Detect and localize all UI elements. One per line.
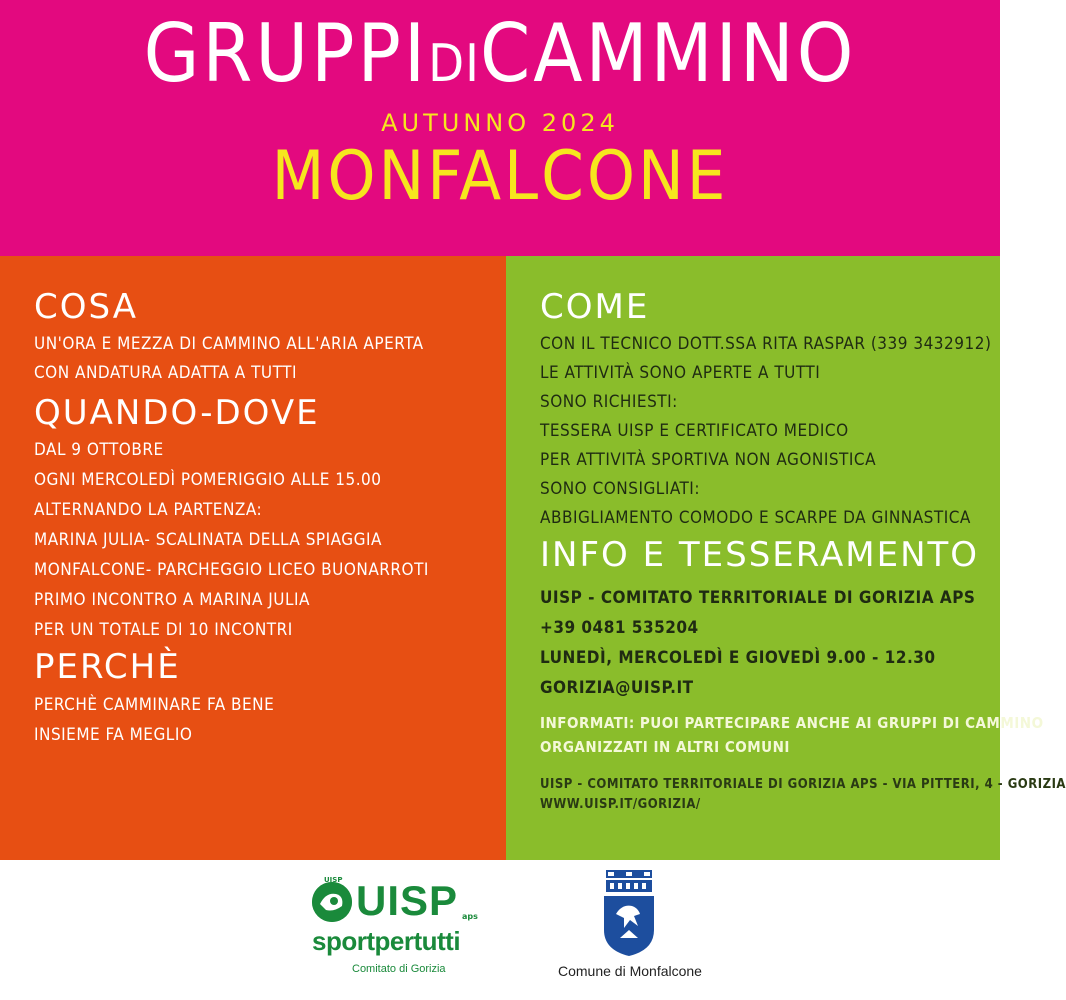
info-heading: INFO E TESSERAMENTO bbox=[540, 535, 980, 575]
quando-line: DAL 9 OTTOBRE bbox=[34, 440, 164, 460]
quando-line: OGNI MERCOLEDÌ POMERIGGIO ALLE 15.00 bbox=[34, 470, 382, 490]
come-line: ABBIGLIAMENTO COMODO E SCARPE DA GINNASTICA bbox=[540, 508, 971, 528]
quando-line: ALTERNANDO LA PARTENZA: bbox=[34, 500, 263, 520]
city-title: MONFALCONE bbox=[271, 137, 729, 216]
info-line: UISP - COMITATO TERRITORIALE DI GORIZIA APS bbox=[540, 588, 976, 608]
cosa-line: UN'ORA E MEZZA DI CAMMINO ALL'ARIA APERTA bbox=[34, 334, 424, 354]
quando-line: PER UN TOTALE DI 10 INCONTRI bbox=[34, 620, 293, 640]
uisp-small-label: UISP bbox=[324, 876, 343, 884]
come-line: TESSERA UISP E CERTIFICATO MEDICO bbox=[540, 421, 849, 441]
uisp-ball-icon bbox=[312, 882, 352, 922]
perche-line: INSIEME FA MEGLIO bbox=[34, 725, 193, 745]
come-heading: COME bbox=[540, 287, 650, 327]
info-email: GORIZIA@UISP.IT bbox=[540, 678, 694, 698]
quando-heading: QUANDO-DOVE bbox=[34, 393, 320, 433]
uisp-aps-label: aps bbox=[462, 912, 478, 921]
left-panel bbox=[0, 256, 506, 860]
perche-heading: PERCHÈ bbox=[34, 647, 181, 687]
come-line: CON IL TECNICO DOTT.SSA RITA RASPAR (339 3432912) bbox=[540, 334, 992, 354]
uisp-logo bbox=[312, 876, 482, 984]
come-line: SONO CONSIGLIATI: bbox=[540, 479, 700, 499]
note-line: INFORMATI: PUOI PARTECIPARE ANCHE AI GRUPPI DI CAMMINO bbox=[540, 714, 1044, 732]
right-panel bbox=[506, 256, 1066, 860]
address-line: UISP - COMITATO TERRITORIALE DI GORIZIA APS - VIA PITTERI, 4 - GORIZIA bbox=[540, 777, 1066, 792]
footer bbox=[0, 860, 1000, 1000]
city-crest-icon bbox=[598, 868, 660, 958]
comune-name: Comune di Monfalcone bbox=[558, 963, 702, 979]
quando-line: MARINA JULIA- SCALINATA DELLA SPIAGGIA bbox=[34, 530, 382, 550]
uisp-tagline: sportpertutti bbox=[312, 926, 461, 956]
title-di: DI bbox=[428, 34, 480, 94]
info-line: +39 0481 535204 bbox=[540, 618, 699, 638]
title-part2: CAMMINO bbox=[479, 7, 857, 100]
uisp-committee: Comitato di Gorizia bbox=[352, 963, 446, 975]
quando-line: MONFALCONE- PARCHEGGIO LICEO BUONARROTI bbox=[34, 560, 429, 580]
come-line: SONO RICHIESTI: bbox=[540, 392, 678, 412]
perche-line: PERCHÈ CAMMINARE FA BENE bbox=[34, 695, 275, 715]
come-line: PER ATTIVITÀ SPORTIVA NON AGONISTICA bbox=[540, 450, 877, 470]
comune-logo bbox=[540, 868, 720, 988]
quando-line: PRIMO INCONTRO A MARINA JULIA bbox=[34, 590, 310, 610]
season-label: AUTUNNO 2024 bbox=[381, 109, 619, 137]
cosa-heading: COSA bbox=[34, 287, 138, 327]
cosa-line: CON ANDATURA ADATTA A TUTTI bbox=[34, 363, 298, 383]
come-line: LE ATTIVITÀ SONO APERTE A TUTTI bbox=[540, 363, 821, 383]
title-part1: GRUPPI bbox=[143, 7, 429, 100]
info-line: LUNEDÌ, MERCOLEDÌ E GIOVEDÌ 9.00 - 12.30 bbox=[540, 648, 936, 668]
note-line: ORGANIZZATI IN ALTRI COMUNI bbox=[540, 738, 790, 756]
header-banner bbox=[0, 0, 1000, 256]
website-line: WWW.UISP.IT/GORIZIA/ bbox=[540, 797, 701, 812]
title bbox=[0, 7, 1000, 100]
uisp-wordmark: UISP bbox=[356, 877, 459, 924]
